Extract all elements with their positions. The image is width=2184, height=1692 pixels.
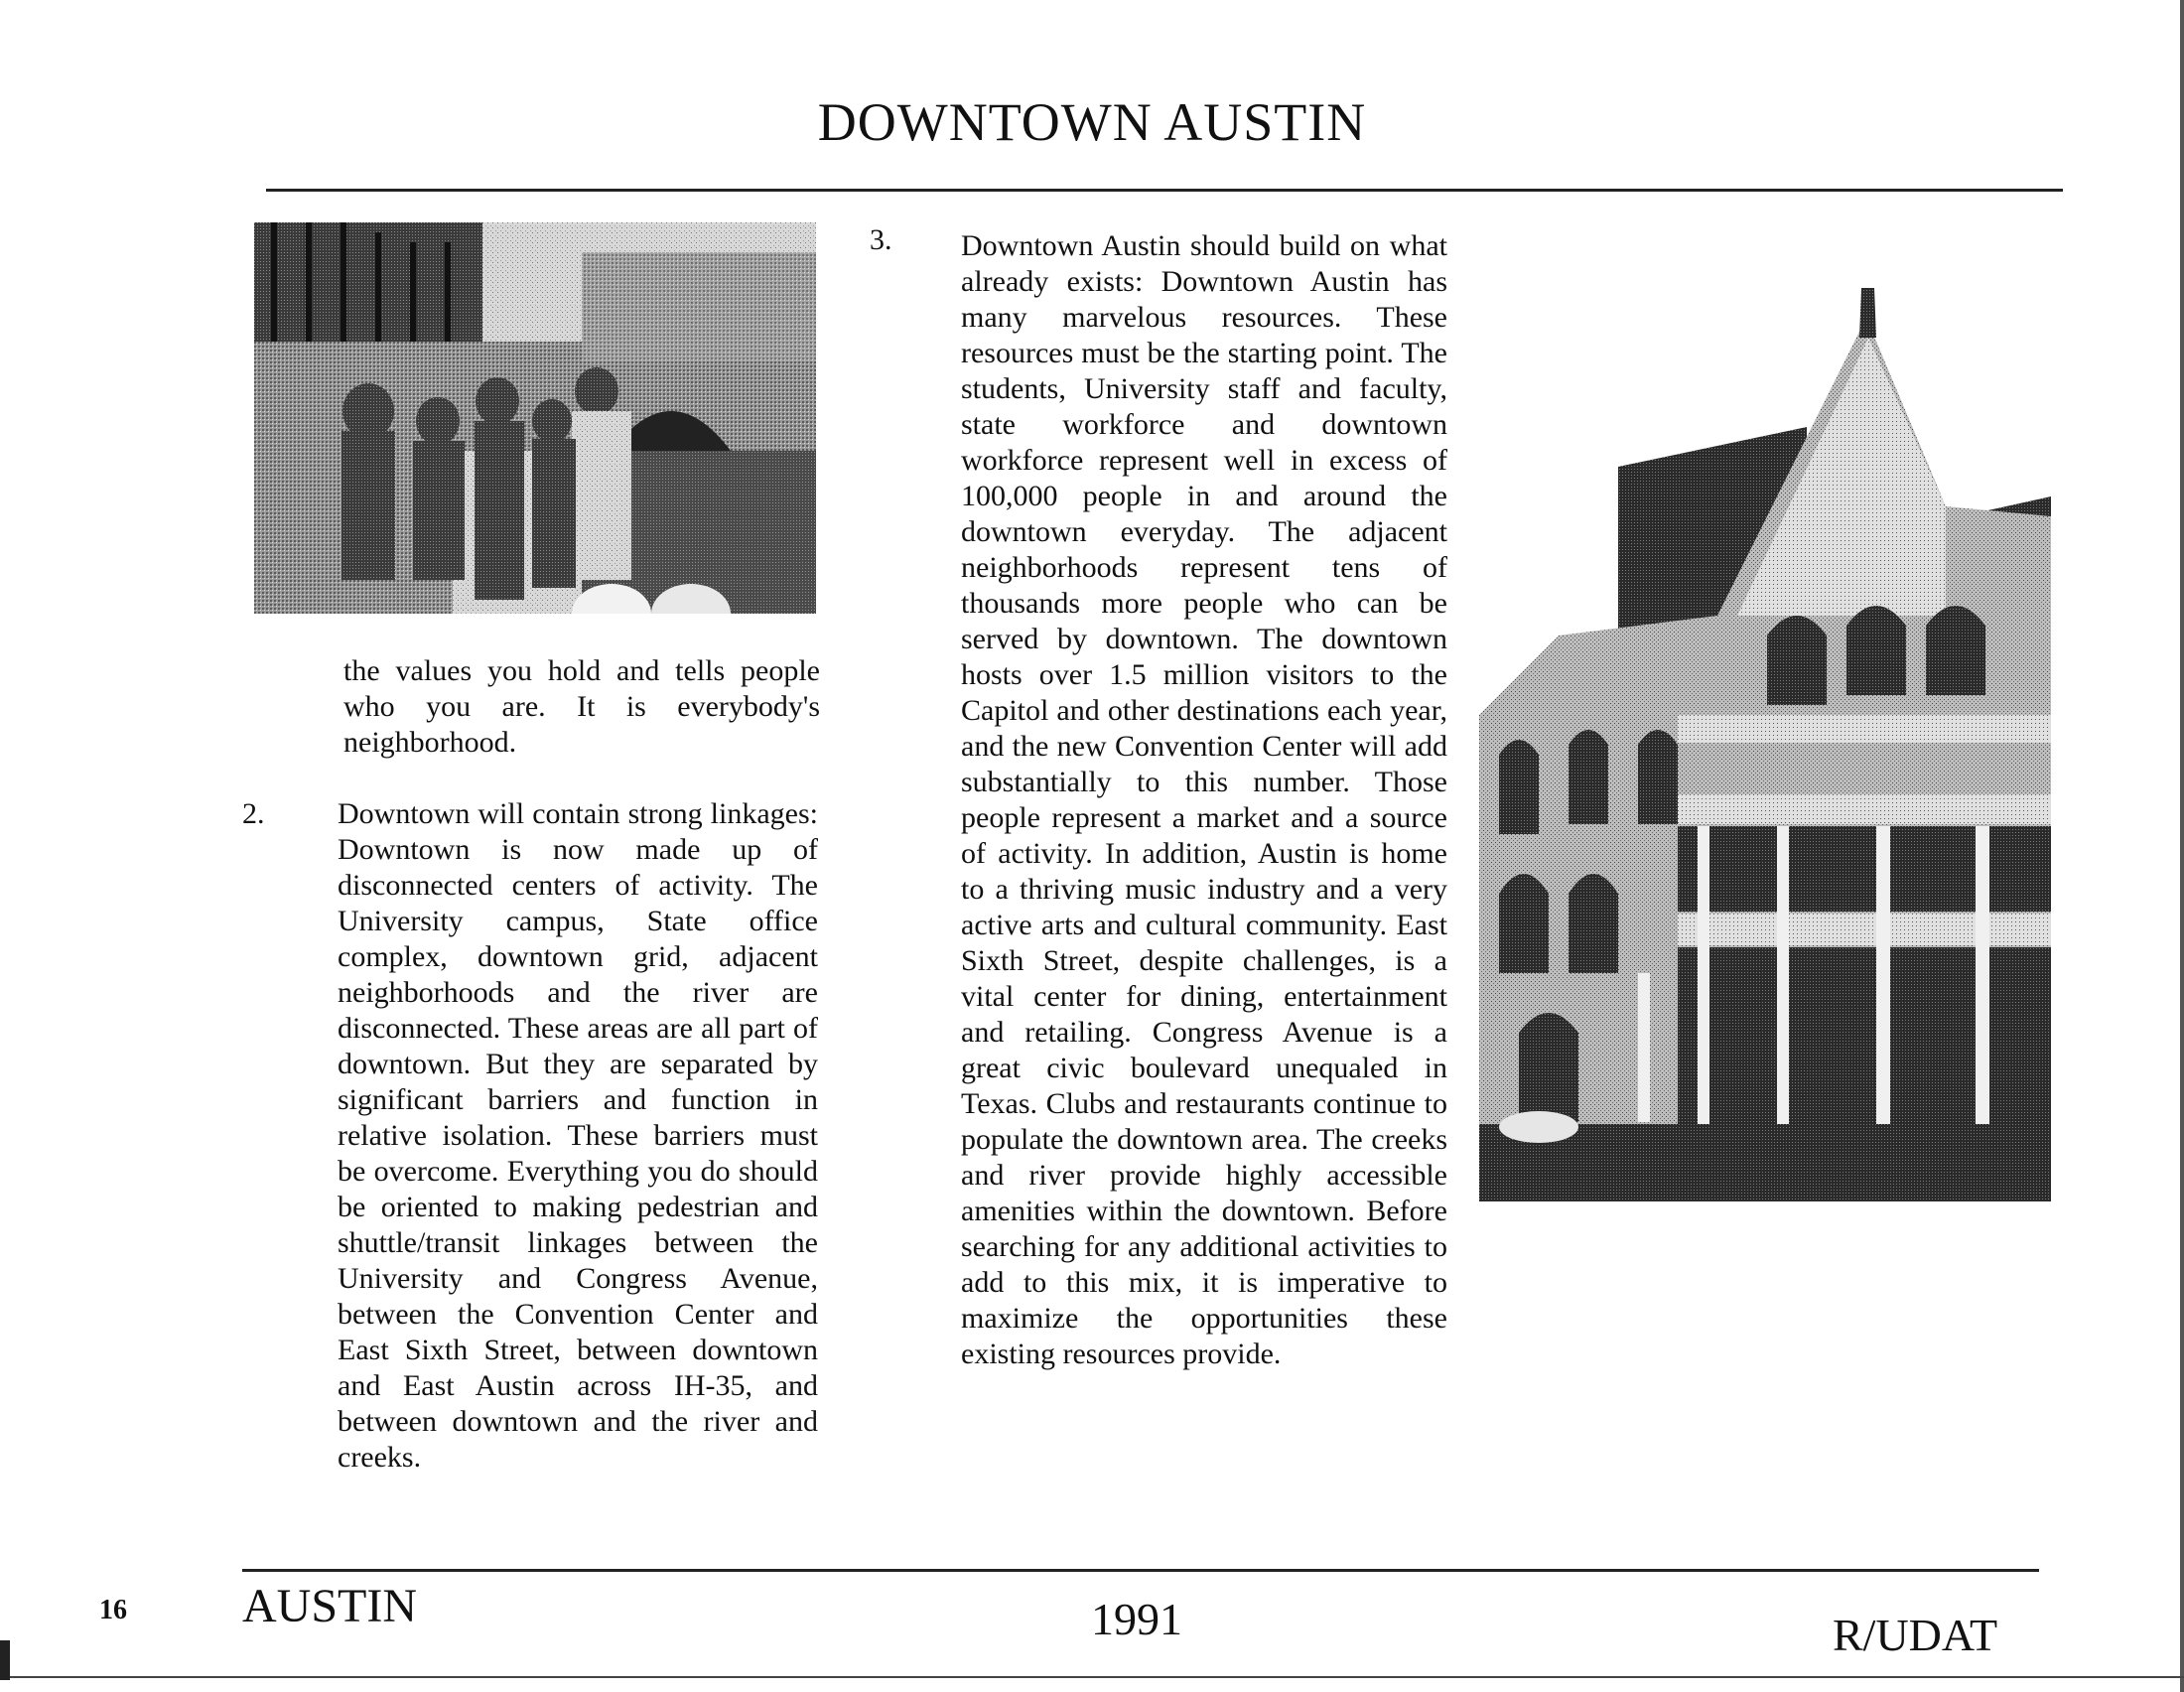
page-number: 16 xyxy=(99,1595,127,1625)
item-2-number: 2. xyxy=(242,797,265,830)
header-rule xyxy=(266,189,2063,192)
item-2-paragraph: Downtown will contain strong linkages: Downtown is now made up of disconnected centers of activity. The University campus, State office complex, downtown grid, adjacent neighborhoods and the river are disconnected. These areas are all part of downtown. But they are separated by significant barriers and function in relative isolation. These barriers must be overcome. Everything you do should be oriented to making pedestrian and shuttle/transit linkages between the University and Congress Avenue, between the Convention Center and East Sixth Street, between downtown and East Austin across IH-35, and between downtown and the river and creeks. xyxy=(338,797,818,1474)
page-title: DOWNTOWN AUSTIN xyxy=(817,92,1367,152)
item-3-number: 3. xyxy=(870,223,892,256)
footer-left-text: AUSTIN xyxy=(242,1580,417,1632)
scan-corner-mark xyxy=(0,1640,10,1680)
scan-right-edge xyxy=(2180,0,2184,1692)
building-photo xyxy=(1479,278,2051,1201)
item-3-paragraph: Downtown Austin should build on what already exists: Downtown Austin has many marvelous resources. These resources must be the starting point. The students, University staff and faculty, state workforce and downtown workforce represent well in excess of 100,000 people in and around the downtown everyday. The adjacent neighborhoods represent tens of thousands more people who can be served by downtown. The downtown hosts over 1.5 million visitors to the Capitol and other destinations each year, and the new Convention Center will add substantially to this number. Those people represent a market and a source of activity. In addition, Austin is home to a thriving music industry and a very active arts and cultural community. East Sixth Street, despite challenges, is a vital center for dining, entertainment and retailing. Congress Avenue is a great civic boulevard unequaled in Texas. Clubs and restaurants continue to populate the downtown area. The creeks and river provide highly accessible amenities within the downtown. Before searching for any additional activities to add to this mix, it is imperative to maximize the opportunities these existing resources provide. xyxy=(961,229,1447,1370)
building-icon xyxy=(1479,278,2051,1201)
photo-icon xyxy=(254,222,816,614)
scan-bottom-edge xyxy=(0,1676,2184,1678)
continuation-paragraph: the values you hold and tells people who you are. It is everybody's neighborhood. xyxy=(343,654,820,759)
footer-year: 1991 xyxy=(1091,1594,1182,1644)
footer-right-text: R/UDAT xyxy=(1833,1610,1998,1660)
people-photo xyxy=(254,222,816,614)
footer-rule xyxy=(242,1569,2039,1572)
